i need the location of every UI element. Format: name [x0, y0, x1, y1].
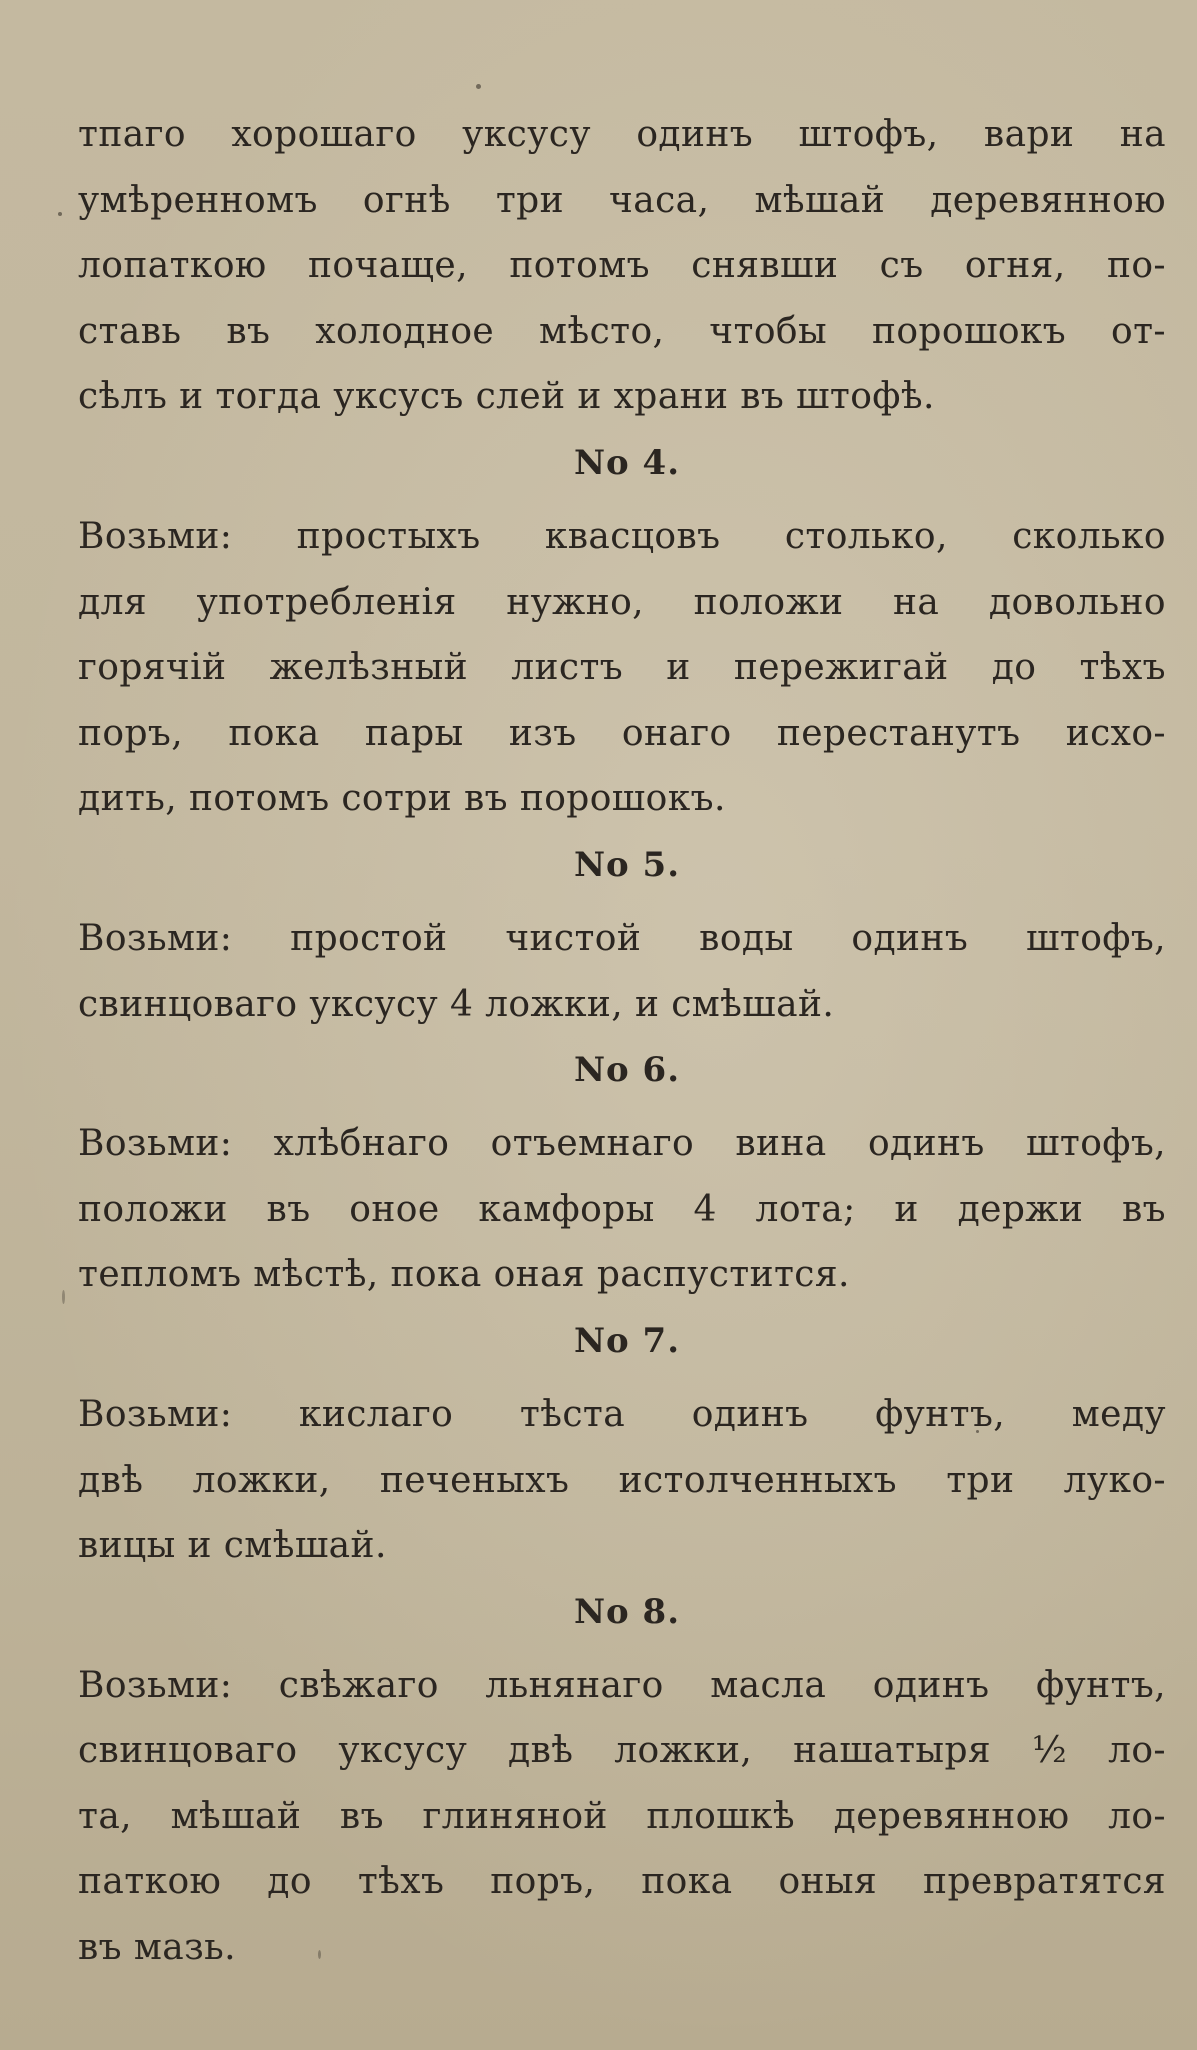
text-line: Возьми: простыхъ квасцовъ столько, сколько	[78, 515, 1166, 557]
text-line: лопаткою почаще, потомъ снявши съ огня, по-	[78, 245, 1166, 287]
text-line: свинцоваго уксусу 4 ложки, и смѣшай.	[78, 983, 835, 1025]
recipe-heading-8: No 8.	[573, 1591, 681, 1632]
recipe-paragraph-8	[78, 1653, 1166, 1981]
paper-speck	[62, 1290, 65, 1304]
recipe-paragraph-7	[78, 1382, 1166, 1579]
text-line: двѣ ложки, печеныхъ истолченныхъ три луко-	[78, 1459, 1166, 1501]
intro-paragraph	[78, 102, 1166, 430]
text-line: для употребленія нужно, положи на довольно	[78, 581, 1166, 623]
text-line: Возьми: свѣжаго льнянаго масла одинъ фунтъ,	[78, 1664, 1166, 1706]
text-line: вицы и смѣшай.	[78, 1525, 387, 1567]
text-line: горячій желѣзный листъ и пережигай до тѣхъ	[78, 647, 1166, 689]
text-line: свинцоваго уксусу двѣ ложки, нашатыря ½ ло-	[78, 1730, 1166, 1772]
text-line: ставь въ холодное мѣсто, чтобы порошокъ от-	[78, 310, 1166, 352]
text-line: та, мѣшай въ глиняной плошкѣ деревянною ло-	[78, 1795, 1166, 1837]
text-line: сѣлъ и тогда уксусъ слей и храни въ штофѣ.	[78, 376, 935, 418]
paper-speck	[58, 212, 62, 216]
recipe-paragraph-4	[78, 504, 1166, 832]
recipe-heading-5: No 5.	[573, 844, 681, 885]
recipe-heading-4: No 4.	[573, 442, 681, 483]
text-line: положи въ оное камфоры 4 лота; и держи въ	[78, 1188, 1166, 1230]
recipe-paragraph-6	[78, 1111, 1166, 1308]
text-line: дить, потомъ сотри въ порошокъ.	[78, 778, 726, 820]
recipe-heading-7: No 7.	[573, 1320, 681, 1361]
text-line: поръ, пока пары изъ онаго перестанутъ исхо-	[78, 712, 1166, 754]
page-text	[78, 102, 1166, 1981]
text-line: паткою до тѣхъ поръ, пока оныя превратятся	[78, 1861, 1166, 1903]
paper-speck	[476, 84, 481, 89]
text-line: Возьми: простой чистой воды одинъ штофъ,	[78, 917, 1166, 959]
text-line: тпаго хорошаго уксусу одинъ штофъ, вари на	[78, 114, 1166, 155]
recipe-heading-6: No 6.	[573, 1050, 681, 1091]
text-line: Возьми: кислаго тѣста одинъ фунтъ, меду	[78, 1393, 1166, 1435]
text-line: Возьми: хлѣбнаго отъемнаго вина одинъ штофъ,	[78, 1123, 1166, 1165]
recipe-paragraph-5	[78, 906, 1166, 1037]
text-line: умѣренномъ огнѣ три часа, мѣшай деревянною	[78, 179, 1166, 221]
text-line: въ мазь.	[78, 1927, 236, 1969]
text-line: тепломъ мѣстѣ, пока оная распустится.	[78, 1254, 850, 1296]
